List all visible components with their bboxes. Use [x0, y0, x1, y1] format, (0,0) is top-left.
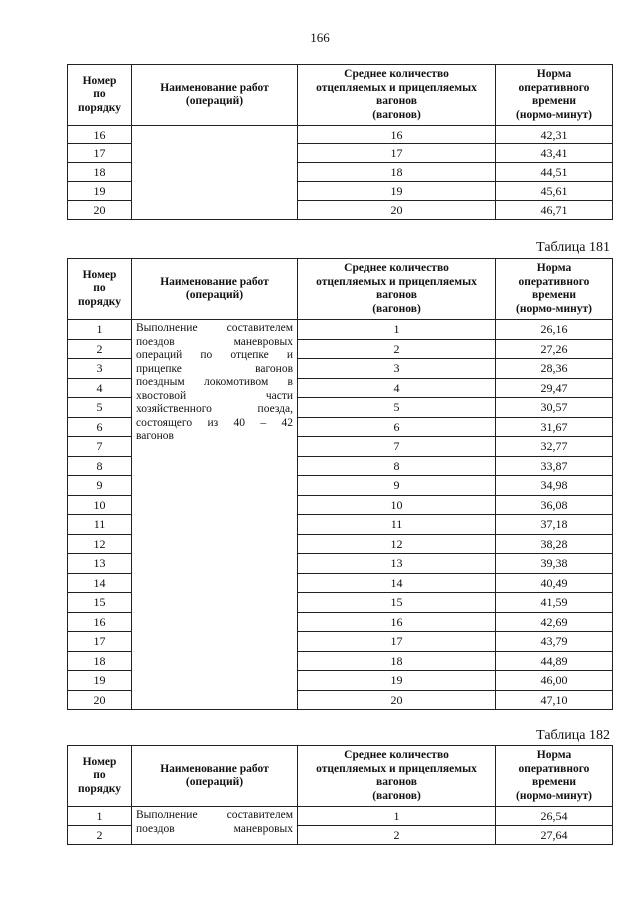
row-time-norm: 31,67: [496, 417, 613, 437]
row-number: 17: [68, 632, 132, 652]
row-number: 2: [68, 339, 132, 359]
row-time-norm: 36,08: [496, 495, 613, 515]
row-time-norm: 46,71: [496, 201, 613, 220]
row-number: 7: [68, 437, 132, 457]
operation-name-line: вагонов: [136, 430, 174, 442]
operation-name-line: поездным локомотивом в: [136, 376, 293, 388]
header-wagon-count: Среднее количество отцепляемых и прицепляемых вагонов (вагонов): [298, 65, 496, 126]
row-number: 14: [68, 573, 132, 593]
row-number: 13: [68, 554, 132, 574]
row-number: 18: [68, 163, 132, 182]
table-row: [68, 126, 613, 144]
header-wagon-count: Среднее количество отцепляемых и прицепляемых вагонов (вагонов): [298, 746, 496, 807]
row-time-norm: 38,28: [496, 534, 613, 554]
header-wagon-count: Среднее количество отцепляемых и прицепляемых вагонов (вагонов): [298, 259, 496, 320]
row-number: 11: [68, 515, 132, 535]
header-operation-name: Наименование работ (операций): [132, 65, 298, 126]
row-number: 3: [68, 359, 132, 379]
row-time-norm: 43,79: [496, 632, 613, 652]
row-wagon-count: 18: [298, 651, 496, 671]
table-182-caption: Таблица 182: [536, 728, 610, 743]
row-time-norm: 33,87: [496, 456, 613, 476]
row-number: 17: [68, 144, 132, 163]
row-wagon-count: 12: [298, 534, 496, 554]
row-wagon-count: 20: [298, 201, 496, 220]
row-number: 16: [68, 612, 132, 632]
operation-name-cell: [132, 807, 298, 845]
row-time-norm: 30,57: [496, 398, 613, 418]
row-wagon-count: 16: [298, 612, 496, 632]
row-wagon-count: 11: [298, 515, 496, 535]
row-number: 20: [68, 201, 132, 220]
row-wagon-count: 7: [298, 437, 496, 457]
row-time-norm: 45,61: [496, 182, 613, 201]
row-number: 18: [68, 651, 132, 671]
row-time-norm: 40,49: [496, 573, 613, 593]
row-wagon-count: 15: [298, 593, 496, 613]
operation-name-line: хвостовой части: [136, 389, 293, 402]
row-wagon-count: 13: [298, 554, 496, 574]
row-wagon-count: 5: [298, 398, 496, 418]
row-wagon-count: 4: [298, 378, 496, 398]
row-number: 1: [68, 320, 132, 340]
row-number: 12: [68, 534, 132, 554]
row-time-norm: 26,54: [496, 807, 613, 826]
operation-name-line: состоящего из 40 – 42: [136, 416, 293, 429]
operation-name-line: прицепке вагонов: [136, 362, 293, 375]
table-continuation: [67, 64, 613, 220]
table-182: [67, 745, 613, 845]
row-number: 19: [68, 182, 132, 201]
table-181-caption: Таблица 181: [536, 240, 610, 255]
row-wagon-count: 6: [298, 417, 496, 437]
row-number: 9: [68, 476, 132, 496]
row-wagon-count: 1: [298, 320, 496, 340]
row-wagon-count: 16: [298, 126, 496, 144]
row-time-norm: 43,41: [496, 144, 613, 163]
operation-name-line: Выполнение составителем: [136, 809, 293, 821]
operation-name-cell: [132, 126, 298, 220]
row-time-norm: 37,18: [496, 515, 613, 535]
row-time-norm: 39,38: [496, 554, 613, 574]
row-wagon-count: 19: [298, 671, 496, 691]
operation-name-line: поездов маневровых: [136, 335, 293, 348]
table-row: [68, 320, 613, 340]
row-time-norm: 27,26: [496, 339, 613, 359]
header-row: [68, 746, 613, 807]
header-number: Номер по порядку: [68, 259, 132, 320]
row-number: 8: [68, 456, 132, 476]
row-time-norm: 44,51: [496, 163, 613, 182]
row-number: 10: [68, 495, 132, 515]
operation-name-line: операций по отцепке и: [136, 349, 293, 361]
row-time-norm: 41,59: [496, 593, 613, 613]
table-181: [67, 258, 613, 710]
row-wagon-count: 9: [298, 476, 496, 496]
row-time-norm: 34,98: [496, 476, 613, 496]
header-operation-name: Наименование работ (операций): [132, 259, 298, 320]
row-wagon-count: 17: [298, 144, 496, 163]
row-wagon-count: 17: [298, 632, 496, 652]
table-row: [68, 807, 613, 826]
operation-name-line: Выполнение составителем: [136, 322, 293, 334]
header-operation-name: Наименование работ (операций): [132, 746, 298, 807]
row-time-norm: 44,89: [496, 651, 613, 671]
row-time-norm: 42,69: [496, 612, 613, 632]
page-number: 166: [310, 30, 330, 45]
row-time-norm: 26,16: [496, 320, 613, 340]
row-wagon-count: 3: [298, 359, 496, 379]
row-number: 20: [68, 690, 132, 710]
row-time-norm: 29,47: [496, 378, 613, 398]
row-number: 1: [68, 807, 132, 826]
header-time-norm: Норма оперативного времени (нормо-минут): [496, 746, 613, 807]
header-time-norm: Норма оперативного времени (нормо-минут): [496, 259, 613, 320]
row-time-norm: 28,36: [496, 359, 613, 379]
header-number: Номер по порядку: [68, 746, 132, 807]
operation-name-line: поездов маневровых: [136, 822, 293, 835]
row-wagon-count: 2: [298, 339, 496, 359]
operation-name-line: хозяйственного поезда,: [136, 403, 293, 415]
row-time-norm: 47,10: [496, 690, 613, 710]
row-number: 6: [68, 417, 132, 437]
row-time-norm: 42,31: [496, 126, 613, 144]
row-wagon-count: 18: [298, 163, 496, 182]
row-wagon-count: 14: [298, 573, 496, 593]
row-time-norm: 27,64: [496, 826, 613, 845]
row-wagon-count: 20: [298, 690, 496, 710]
header-row: [68, 65, 613, 126]
row-wagon-count: 2: [298, 826, 496, 845]
row-wagon-count: 8: [298, 456, 496, 476]
header-row: [68, 259, 613, 320]
header-number: Номер по порядку: [68, 65, 132, 126]
row-number: 4: [68, 378, 132, 398]
row-number: 15: [68, 593, 132, 613]
header-time-norm: Норма оперативного времени (нормо-минут): [496, 65, 613, 126]
row-wagon-count: 10: [298, 495, 496, 515]
operation-name-cell: [132, 320, 298, 710]
row-number: 19: [68, 671, 132, 691]
row-time-norm: 32,77: [496, 437, 613, 457]
row-wagon-count: 19: [298, 182, 496, 201]
row-number: 16: [68, 126, 132, 144]
row-number: 5: [68, 398, 132, 418]
row-time-norm: 46,00: [496, 671, 613, 691]
row-number: 2: [68, 826, 132, 845]
row-wagon-count: 1: [298, 807, 496, 826]
